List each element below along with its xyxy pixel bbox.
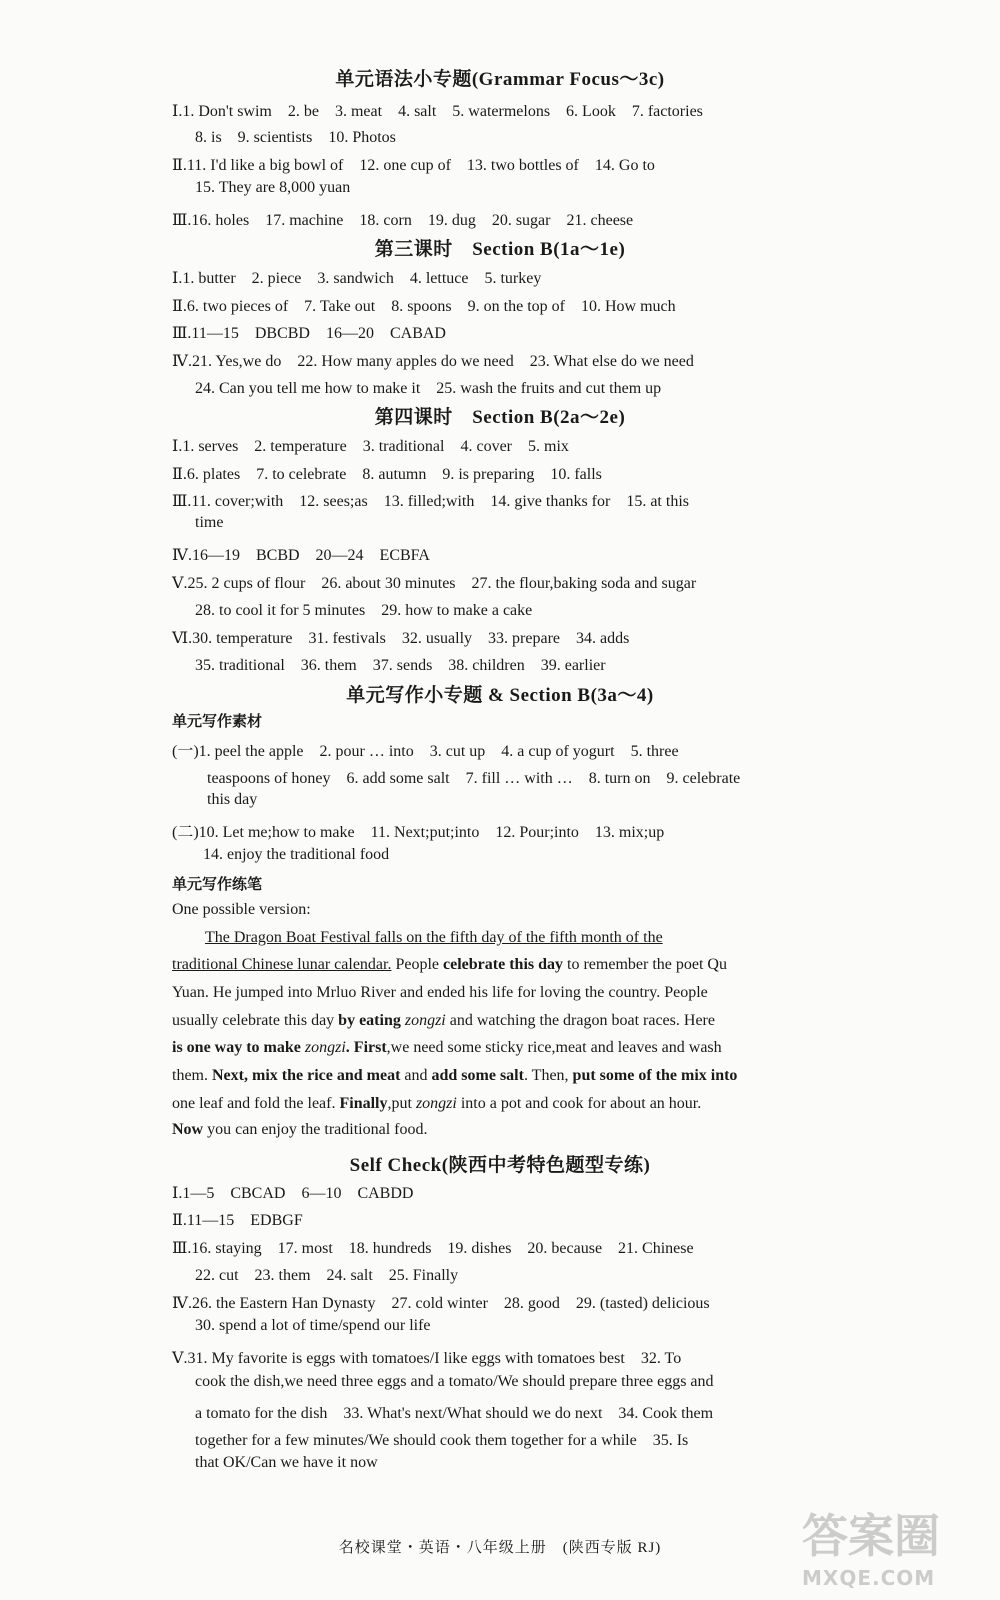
answer-line: Ⅴ.25. 2 cups of flour 26. about 30 minutes 27. the flour,baking soda and sugar [172, 575, 697, 592]
watermark-url: MXQE.COM [802, 1566, 936, 1590]
essay-bold-text: . First [345, 1039, 387, 1056]
answer-line: Ⅳ.26. the Eastern Han Dynasty 27. cold winter 28. good 29. (tasted) delicious [172, 1295, 710, 1312]
answer-line: Ⅱ.11. I'd like a big bowl of 12. one cup of 13. two bottles of 14. Go to [172, 157, 655, 174]
essay-text: into a pot and cook for about an hour. [456, 1095, 702, 1112]
essay-line [205, 929, 663, 947]
answer-line: Ⅴ.31. My favorite is eggs with tomatoes/I like eggs with tomatoes best 32. To [172, 1350, 682, 1367]
answer-line: together for a few minutes/We should cook them together for a while 35. Is [195, 1432, 689, 1449]
answer-line: Ⅲ.11. cover;with 12. sees;as 13. filled;with 14. give thanks for 15. at this [172, 493, 689, 510]
answer-line: Ⅰ.1—5 CBCAD 6—10 CABDD [172, 1185, 414, 1202]
watermark-logo: 答案圈 [802, 1509, 940, 1563]
essay-bold-text: is one way to make [172, 1039, 301, 1056]
section-title-lesson-3: 第三课时 Section B(1a～1e) [374, 239, 626, 260]
subheading-writing-material: 单元写作素材 [172, 714, 263, 730]
essay-text: you can enjoy the traditional food. [203, 1121, 428, 1138]
essay-text: People [391, 956, 444, 973]
answer-line: Ⅳ.16—19 BCBD 20—24 ECBFA [172, 547, 430, 564]
answer-line: Ⅱ.11—15 EDBGF [172, 1212, 303, 1229]
answer-line: teaspoons of honey 6. add some salt 7. fill … with … 8. turn on 9. celebrate [207, 770, 741, 787]
answer-line: cook the dish,we need three eggs and a tomato/We should prepare three eggs and [195, 1373, 714, 1390]
watermark [802, 1500, 972, 1592]
section-title-writing: 单元写作小专题 & Section B(3a～4) [346, 685, 654, 706]
section-title-self-check: Self Check(陕西中考特色题型专练) [349, 1155, 651, 1176]
essay-line [172, 1121, 428, 1139]
answer-line: Ⅳ.21. Yes,we do 22. How many apples do we need 23. What else do we need [172, 353, 694, 370]
answer-line: 22. cut 23. them 24. salt 25. Finally [195, 1267, 459, 1284]
answer-line: Ⅲ.16. holes 17. machine 18. corn 19. dug 20. sugar 21. cheese [172, 212, 634, 229]
answer-line: 8. is 9. scientists 10. Photos [195, 129, 396, 146]
essay-line [172, 956, 727, 974]
essay-line [172, 1095, 701, 1113]
essay-italic-text: zongzi [400, 1012, 446, 1029]
answer-line: this day [207, 791, 258, 808]
answer-line: One possible version: [172, 901, 311, 918]
page-footer: 名校课堂・英语・八年级上册 (陕西专版 RJ) [338, 1540, 662, 1556]
answer-line: Ⅵ.30. temperature 31. festivals 32. usually 33. prepare 34. adds [172, 630, 630, 647]
answer-line: a tomato for the dish 33. What's next/What should we do next 34. Cook them [195, 1405, 714, 1422]
essay-underlined-text: traditional Chinese lunar calendar. [172, 956, 392, 973]
subheading-writing-practice: 单元写作练笔 [172, 877, 263, 893]
essay-text: ,we need some sticky rice,meat and leaves and wash [386, 1039, 722, 1056]
essay-bold-text: Finally [339, 1095, 388, 1112]
essay-underlined-text: The Dragon Boat Festival falls on the fifth day of the fifth month of the [205, 929, 663, 946]
essay-bold-text: add some salt [431, 1067, 524, 1084]
answer-line: Ⅲ.11—15 DBCBD 16—20 CABAD [172, 325, 446, 342]
section-title-lesson-4: 第四课时 Section B(2a～2e) [374, 407, 626, 428]
answer-line: 15. They are 8,000 yuan [195, 179, 351, 196]
essay-italic-text: zongzi [415, 1095, 457, 1112]
essay-line [172, 1012, 715, 1030]
answer-line: 14. enjoy the traditional food [203, 846, 390, 863]
essay-text: . Then, [523, 1067, 573, 1084]
essay-bold-text: put some of the mix into [572, 1067, 738, 1084]
essay-text: to remember the poet Qu [563, 956, 727, 973]
answer-line: time [195, 514, 224, 531]
answer-line: Ⅰ.1. serves 2. temperature 3. traditional 4. cover 5. mix [172, 438, 569, 455]
essay-line [172, 1067, 737, 1085]
answer-line: Ⅲ.16. staying 17. most 18. hundreds 19. dishes 20. because 21. Chinese [172, 1240, 694, 1257]
essay-text: usually celebrate this day [172, 1012, 339, 1029]
essay-bold-text: celebrate this day [443, 956, 564, 973]
essay-line: Yuan. He jumped into Mrluo River and ended his life for loving the country. People [172, 984, 708, 1001]
essay-text: and watching the dragon boat races. Here [445, 1012, 715, 1029]
essay-bold-text: Now [172, 1121, 204, 1138]
essay-text: ,put [387, 1095, 416, 1112]
essay-italic-text: zongzi [300, 1039, 346, 1056]
answer-line: 35. traditional 36. them 37. sends 38. children 39. earlier [195, 657, 606, 674]
answer-line: (二)10. Let me;how to make 11. Next;put;into 12. Pour;into 13. mix;up [172, 824, 665, 841]
essay-bold-text: Next, mix the rice and meat [212, 1067, 401, 1084]
answer-line: Ⅱ.6. two pieces of 7. Take out 8. spoons 9. on the top of 10. How much [172, 298, 676, 315]
answer-line: Ⅱ.6. plates 7. to celebrate 8. autumn 9. is preparing 10. falls [172, 466, 602, 483]
answer-line: 24. Can you tell me how to make it 25. wash the fruits and cut them up [195, 380, 662, 397]
answer-line: 28. to cool it for 5 minutes 29. how to make a cake [195, 602, 533, 619]
answer-line: Ⅰ.1. Don't swim 2. be 3. meat 4. salt 5. watermelons 6. Look 7. factories [172, 103, 703, 120]
answer-line: Ⅰ.1. butter 2. piece 3. sandwich 4. lettuce 5. turkey [172, 270, 542, 287]
answer-line: (一)1. peel the apple 2. pour … into 3. cut up 4. a cup of yogurt 5. three [172, 743, 679, 760]
answer-line: that OK/Can we have it now [195, 1454, 378, 1471]
essay-text: one leaf and fold the leaf. [172, 1095, 340, 1112]
essay-text: and [400, 1067, 432, 1084]
essay-line [172, 1039, 722, 1057]
answer-line: 30. spend a lot of time/spend our life [195, 1317, 431, 1334]
section-title-grammar-focus: 单元语法小专题(Grammar Focus～3c) [335, 69, 665, 90]
essay-bold-text: by eating [338, 1012, 401, 1029]
essay-text: them. [172, 1067, 212, 1084]
